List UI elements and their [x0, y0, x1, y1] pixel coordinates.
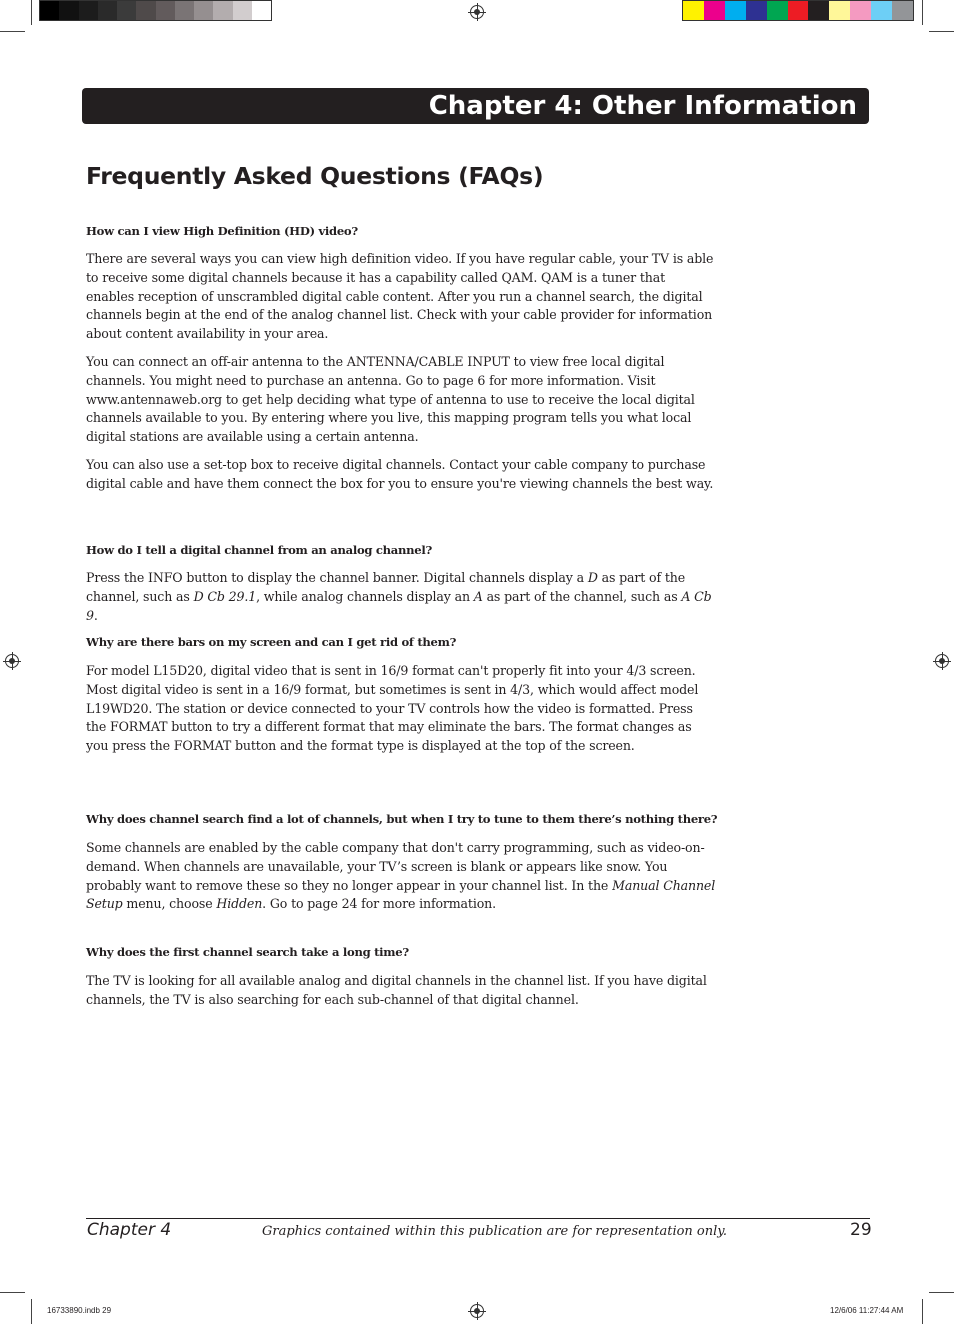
- slug-file: 16733890.indb 29: [47, 1306, 112, 1315]
- color-swatch: [252, 1, 271, 20]
- registration-mark-icon: [470, 1304, 484, 1318]
- crop-mark: [31, 1299, 32, 1324]
- crop-mark: [929, 1292, 954, 1293]
- faq-answer-paragraph: There are several ways you can view high definition video. If you have regular cable, your TV is able to receive some digital channels because it has a capability called QAM. QAM is a tuner that enables reception of unscrambled digital cable content. After you run a channel search, the digital channels begin at the end of the analog channel list. Check with your cable provider for information about content availability in your area.: [86, 251, 714, 342]
- color-swatch: [871, 1, 892, 20]
- answer-text-italic: D: [587, 570, 598, 585]
- color-swatch: [40, 1, 59, 20]
- answer-text-italic: Manual Channel Setup: [86, 877, 716, 912]
- color-swatch: [829, 1, 850, 20]
- color-swatch: [98, 1, 117, 20]
- color-bar-left: [39, 0, 272, 21]
- answer-text: , while analog channels display an: [256, 588, 474, 604]
- crop-mark: [922, 0, 923, 25]
- crop-mark: [31, 0, 32, 25]
- color-swatch: [156, 1, 175, 20]
- color-swatch: [746, 1, 767, 20]
- color-swatch: [808, 1, 829, 20]
- answer-text: Press the INFO button to display the channel banner. Digital channels display a: [86, 570, 588, 585]
- answer-text-italic: D Cb 29.1: [193, 588, 257, 604]
- color-swatch: [79, 1, 98, 20]
- color-swatch: [136, 1, 155, 20]
- answer-text: as part of the channel, such as: [86, 570, 686, 604]
- answer-text: as part of the channel, such as: [482, 588, 682, 604]
- faq-question: Why are there bars on my screen and can I get rid of them?: [86, 635, 457, 649]
- color-swatch: [117, 1, 136, 20]
- chapter-banner: [82, 88, 869, 124]
- color-swatch: [704, 1, 725, 20]
- color-swatch: [767, 1, 788, 20]
- faq-question: Why does channel search find a lot of channels, but when I try to tune to them there’s nothing there?: [86, 812, 718, 826]
- faq-answer-paragraph: The TV is looking for all available analog and digital channels in the channel list. If you have digital channels, the TV is also searching for each sub-channel of that digital channel.: [86, 973, 707, 1007]
- answer-text: Some channels are enabled by the cable company that don't carry programming, such as video-on-demand. When channels are unavailable, your TV’s screen is blank or appears like snow. You probably want to remove these so they no longer appear in your channel list. In the: [86, 840, 705, 893]
- color-swatch: [892, 1, 913, 20]
- footer-note: Graphics contained within this publication are for representation only.: [262, 1224, 728, 1239]
- color-swatch: [213, 1, 232, 20]
- color-bar-right: [682, 0, 914, 21]
- faq-question: How can I view High Definition (HD) video?: [86, 224, 358, 238]
- slug-timestamp: 12/6/06 11:27:44 AM: [830, 1306, 904, 1315]
- answer-text-italic: Hidden: [216, 896, 263, 912]
- answer-text-italic: A Cb 9: [86, 588, 712, 623]
- color-swatch: [194, 1, 213, 20]
- color-swatch: [683, 1, 704, 20]
- faq-answer-paragraph: [86, 569, 716, 625]
- page-title: Frequently Asked Questions (FAQs): [86, 162, 544, 190]
- color-swatch: [233, 1, 252, 20]
- color-swatch: [175, 1, 194, 20]
- crop-mark: [0, 31, 25, 32]
- color-swatch: [59, 1, 78, 20]
- answer-text: . Go to page 24 for more information.: [262, 896, 496, 912]
- faq-answer-paragraph: For model L15D20, digital video that is sent in 16/9 format can't properly fit into your 4/3 screen. Most digital video is sent in a 16/9 format, but sometimes is sent in 4/3, which would affect model L19WD20. The station or device connected to your TV controls how the video is formatted. Press the FORMAT button to try a different format that may eliminate the bars. The format changes as you press the FORMAT button and the format type is displayed at the top of the screen.: [86, 663, 699, 754]
- faq-answer-paragraph: [86, 839, 716, 914]
- crop-mark: [929, 31, 954, 32]
- answer-text: .: [93, 607, 98, 623]
- answer-text: menu, choose: [122, 896, 217, 912]
- page-number: 29: [850, 1220, 872, 1240]
- registration-mark-icon: [470, 5, 484, 19]
- faq-answer-paragraph: You can connect an off-air antenna to the ANTENNA/CABLE INPUT to view free local digital channels. You might need to purchase an antenna. Go to page 6 for more information. Visit www.antennaweb.org to get help deciding what type of antenna to use to receive the local digital channels available to you. By entering where you live, this mapping program tells you what local digital stations are available using a certain antenna.: [86, 354, 695, 445]
- color-swatch: [850, 1, 871, 20]
- crop-mark: [922, 1299, 923, 1324]
- color-swatch: [725, 1, 746, 20]
- registration-mark-icon: [935, 654, 949, 668]
- registration-mark-icon: [5, 654, 19, 668]
- footer-chapter: Chapter 4: [87, 1220, 172, 1240]
- footer-rule: [86, 1218, 870, 1219]
- color-swatch: [788, 1, 809, 20]
- answer-text-italic: A: [473, 588, 483, 604]
- faq-question: How do I tell a digital channel from an analog channel?: [86, 543, 432, 557]
- chapter-title: Chapter 4: Other Information: [428, 91, 857, 121]
- faq-answer-paragraph: You can also use a set-top box to receive digital channels. Contact your cable company to purchase digital cable and have them connect the box for you to ensure you're viewing channels the best way.: [86, 457, 714, 491]
- faq-question: Why does the first channel search take a long time?: [86, 945, 409, 959]
- crop-mark: [0, 1292, 25, 1293]
